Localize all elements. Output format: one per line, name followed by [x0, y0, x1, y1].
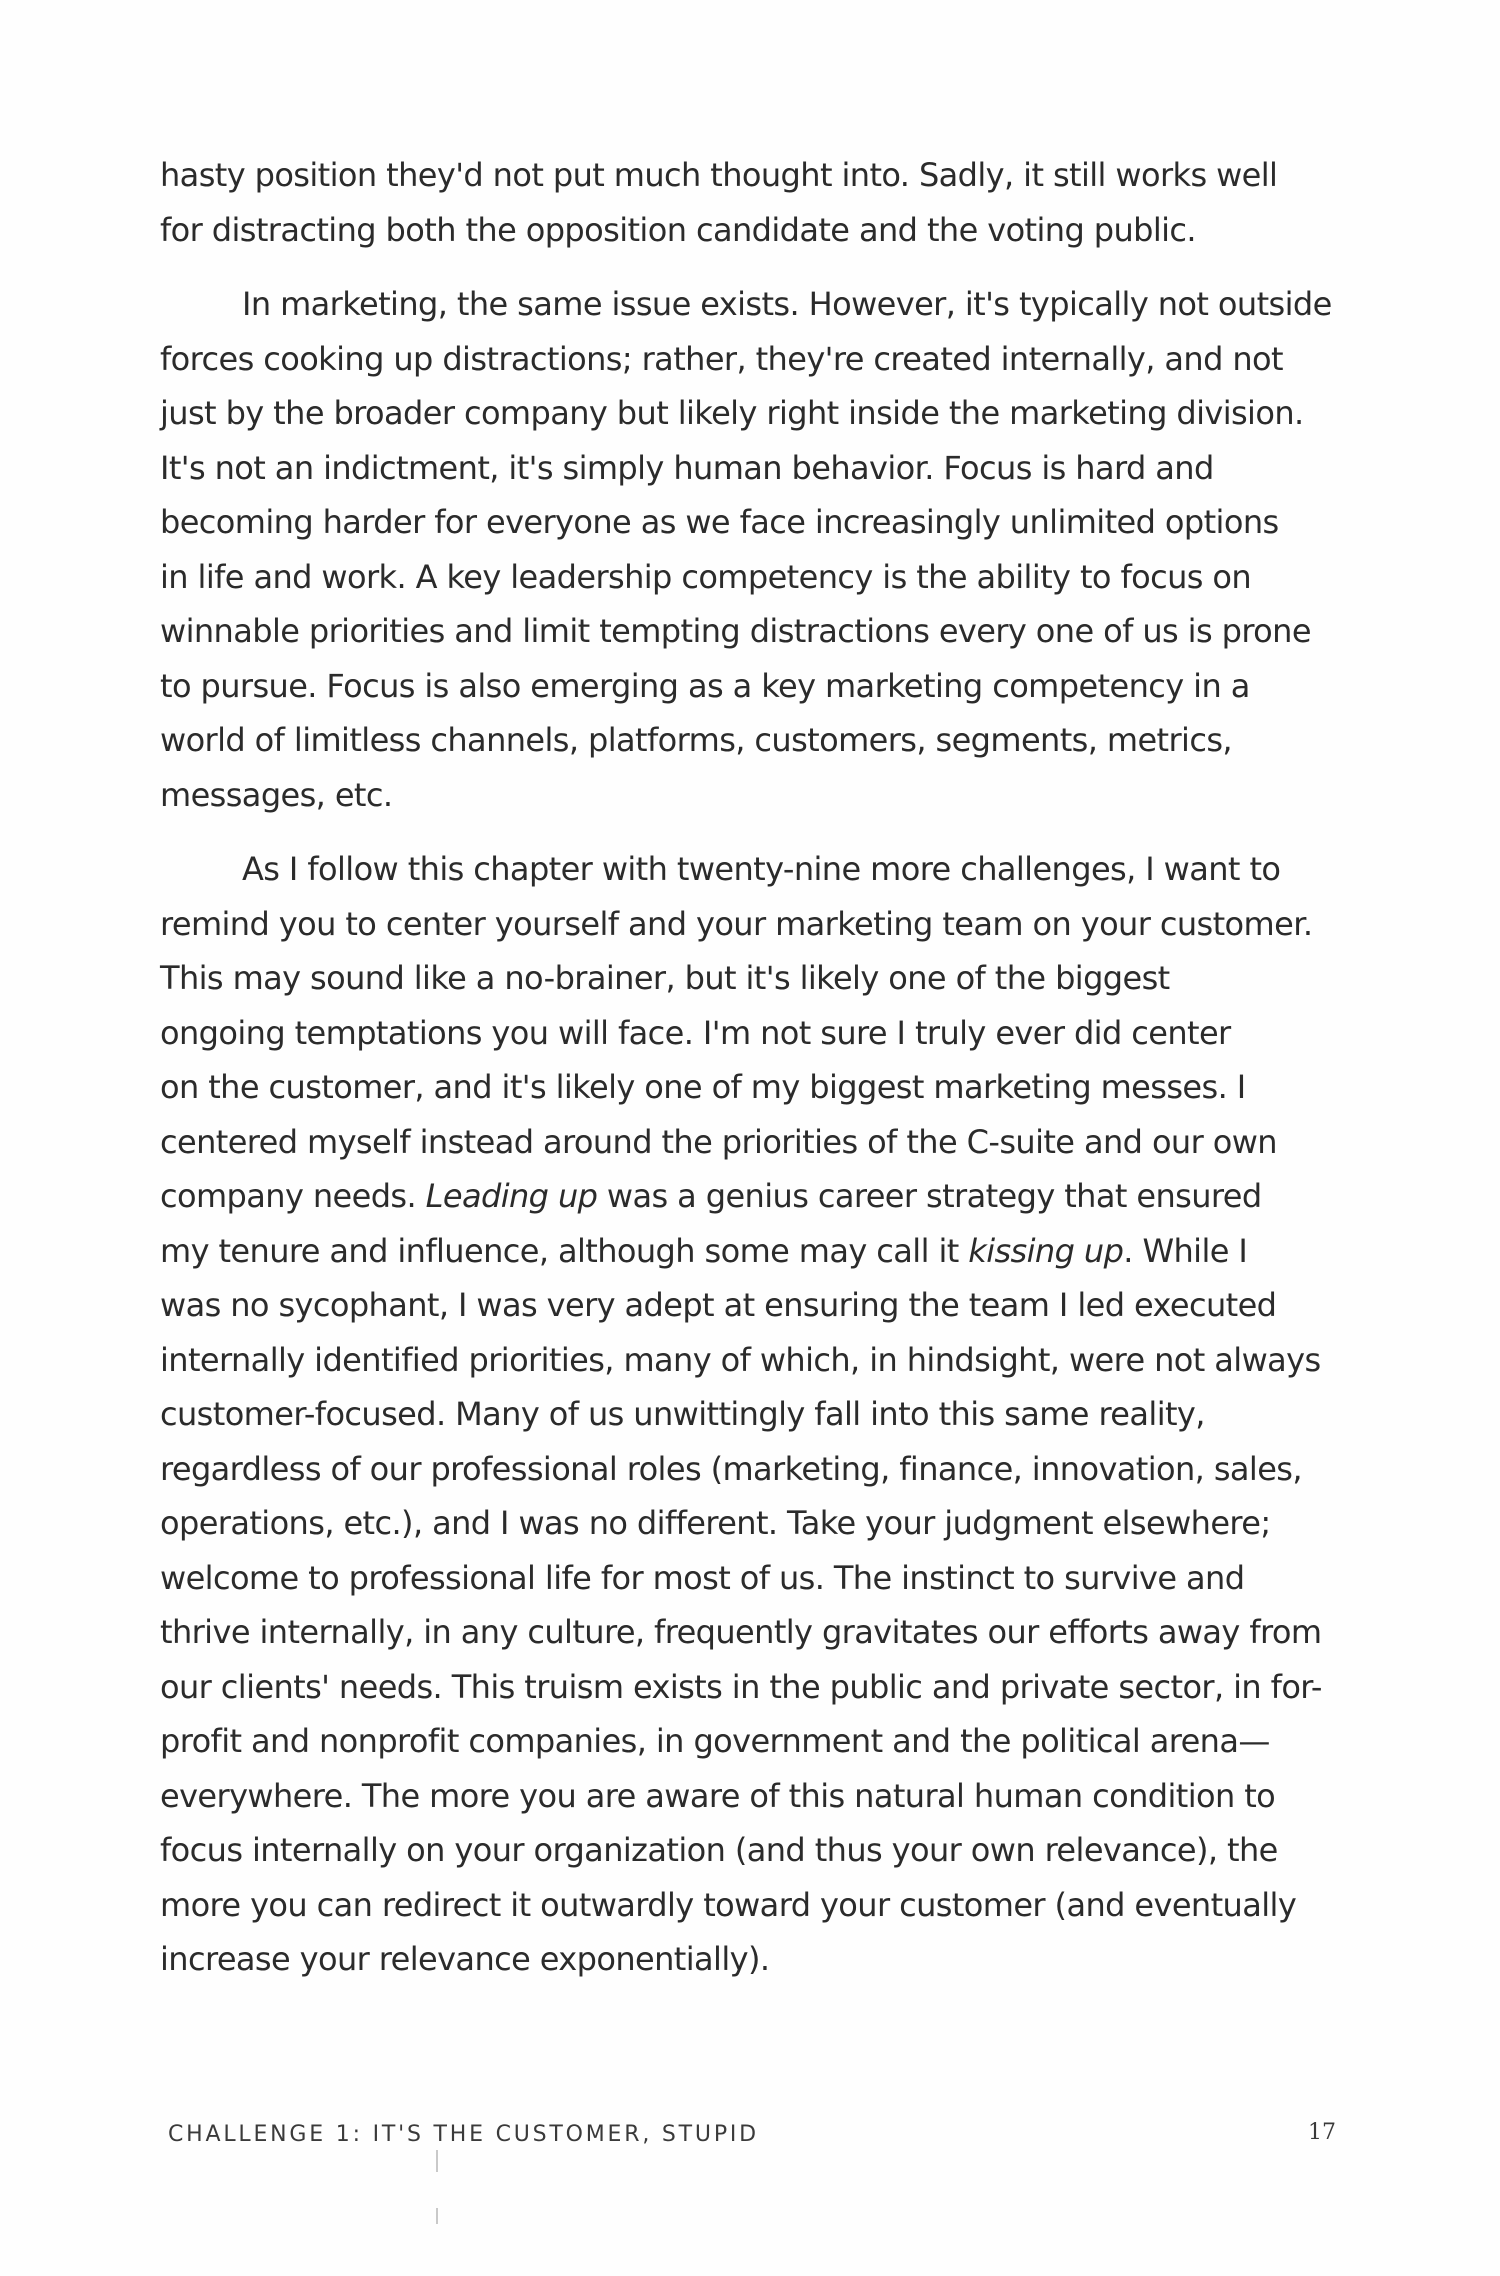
- italic-phrase: Leading up: [425, 1177, 598, 1215]
- running-footer-title: CHALLENGE 1: IT'S THE CUSTOMER, STUPID: [168, 2122, 759, 2147]
- text-line: to pursue. Focus is also emerging as a key marketing competency in a: [160, 666, 1250, 705]
- text-line: becoming harder for everyone as we face increasingly unlimited options: [160, 503, 1279, 541]
- text-line: forces cooking up distractions; rather, they're created internally, and not: [160, 339, 1283, 378]
- paragraph: [160, 148, 1320, 257]
- text-line: centered myself instead around the priorities of the C-suite and our own: [160, 1122, 1277, 1161]
- text-line: hasty position they'd not put much thought into. Sadly, it still works well: [160, 156, 1278, 194]
- text-line: regardless of our professional roles (marketing, finance, innovation, sales,: [160, 1449, 1302, 1488]
- text-run: my tenure and influence, although some may call it: [160, 1231, 969, 1270]
- text-line: winnable priorities and limit tempting distractions every one of us is prone: [160, 612, 1311, 650]
- text-line: It's not an indictment, it's simply human behavior. Focus is hard and: [160, 448, 1214, 487]
- text-line: This may sound like a no-brainer, but it's likely one of the biggest: [160, 959, 1170, 997]
- text-line: our clients' needs. This truism exists in the public and private sector, in for-: [160, 1667, 1322, 1706]
- text-line: just by the broader company but likely right inside the marketing division.: [160, 394, 1304, 432]
- text-line: remind you to center yourself and your marketing team on your customer.: [160, 904, 1313, 943]
- text-line: As I follow this chapter with twenty-nine more challenges, I want to: [242, 850, 1281, 888]
- text-line: world of limitless channels, platforms, customers, segments, metrics,: [160, 721, 1232, 759]
- text-line: [160, 1169, 1320, 1224]
- text-line: everywhere. The more you are aware of this natural human condition to: [160, 1776, 1276, 1815]
- text-line: welcome to professional life for most of us. The instinct to survive and: [160, 1558, 1245, 1597]
- text-line: profit and nonprofit companies, in government and the political arena—: [160, 1722, 1270, 1760]
- text-line: In marketing, the same issue exists. However, it's typically not outside: [242, 285, 1332, 323]
- text-run: was a genius career strategy that ensured: [597, 1177, 1262, 1215]
- paragraph: [160, 842, 1320, 1987]
- text-run: company needs.: [160, 1177, 426, 1215]
- text-line: operations, etc.), and I was no different. Take your judgment elsewhere;: [160, 1504, 1271, 1542]
- text-line: customer-focused. Many of us unwittingly fall into this same reality,: [160, 1395, 1205, 1433]
- paragraph: [160, 277, 1332, 822]
- text-line: increase your relevance exponentially).: [160, 1940, 770, 1978]
- text-line: was no sycophant, I was very adept at ensuring the team I led executed: [160, 1286, 1277, 1324]
- text-line: focus internally on your organization (and thus your own relevance), the: [160, 1831, 1278, 1869]
- text-line: messages, etc.: [160, 775, 393, 814]
- text-line: in life and work. A key leadership competency is the ability to focus on: [160, 557, 1252, 596]
- italic-phrase: kissing up: [968, 1231, 1124, 1270]
- text-line: internally identified priorities, many of which, in hindsight, were not always: [160, 1340, 1321, 1379]
- scan-artifact-mark: [436, 2208, 438, 2224]
- text-line: on the customer, and it's likely one of my biggest marketing messes. I: [160, 1068, 1246, 1106]
- text-line: thrive internally, in any culture, frequently gravitates our efforts away from: [160, 1613, 1322, 1651]
- body-text: [160, 148, 1332, 1987]
- text-line: more you can redirect it outwardly toward your customer (and eventually: [160, 1885, 1297, 1924]
- text-line: [160, 1224, 1320, 1279]
- page-number: 17: [1308, 2120, 1336, 2145]
- scan-artifact-mark: [436, 2150, 438, 2172]
- text-line: ongoing temptations you will face. I'm not sure I truly ever did center: [160, 1013, 1231, 1052]
- text-line: for distracting both the opposition candidate and the voting public.: [160, 210, 1196, 249]
- text-run: . While I: [1123, 1231, 1248, 1270]
